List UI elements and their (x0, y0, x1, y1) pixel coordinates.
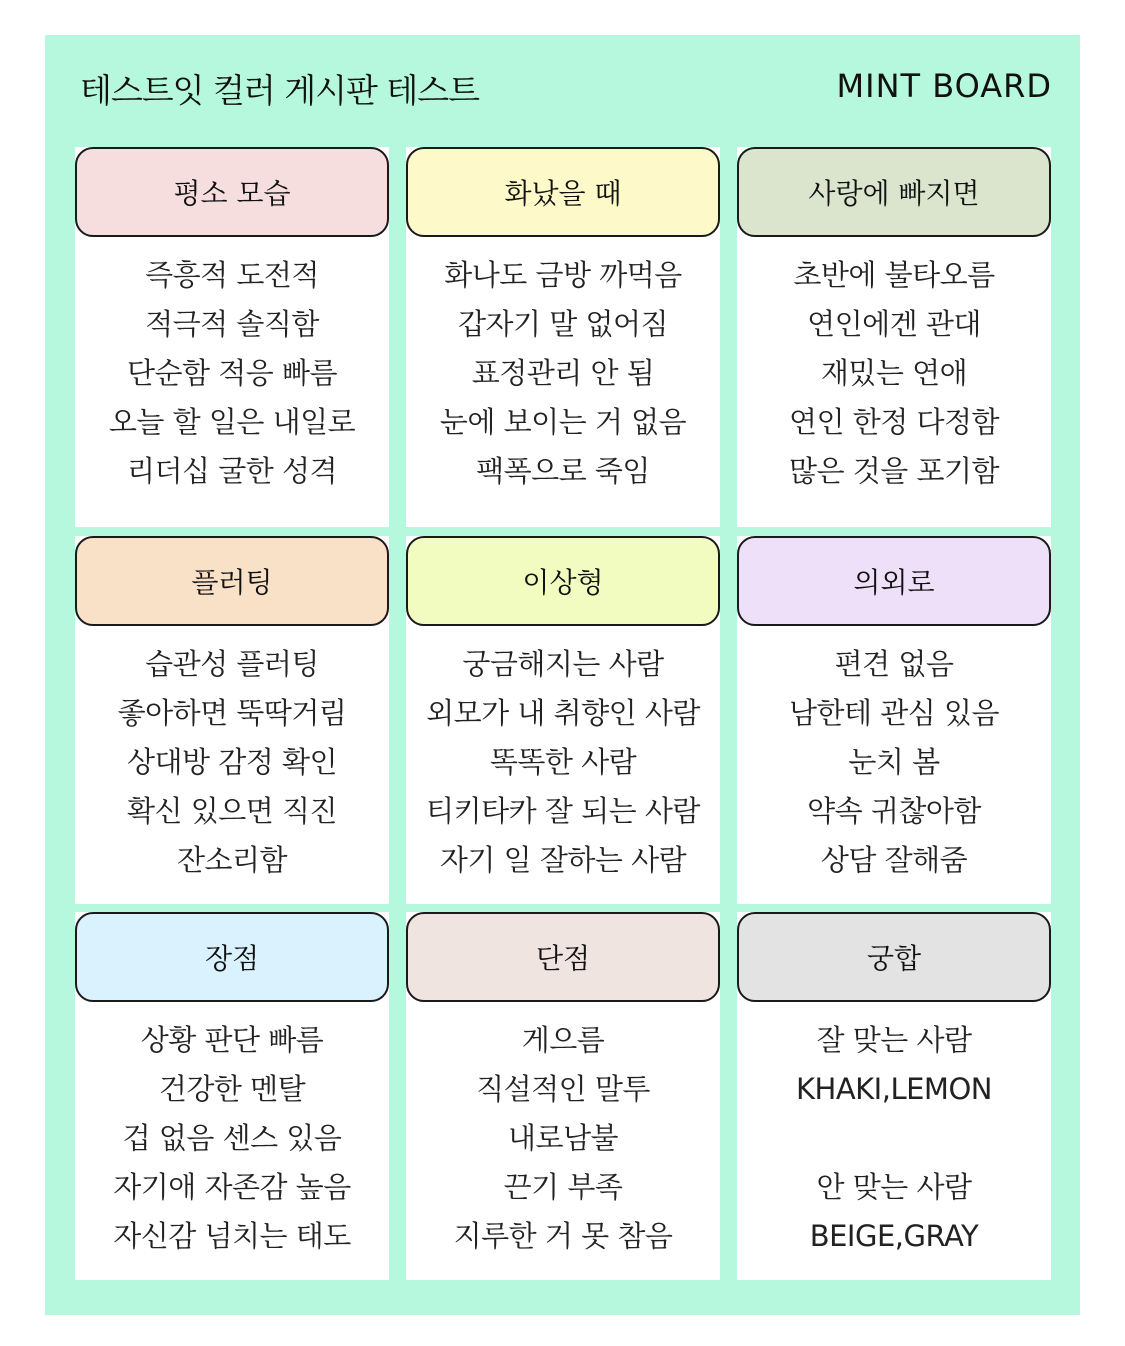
card-title-strengths: 장점 (75, 912, 389, 1002)
card-line: 팩폭으로 죽임 (476, 454, 650, 488)
card-line: 지루한 거 못 참음 (453, 1219, 673, 1253)
card-line: 초반에 불타오름 (793, 258, 995, 292)
card-ideal-type (406, 536, 720, 904)
card-line: 확신 있으면 직진 (126, 794, 338, 828)
card-line: 화나도 금방 까먹음 (444, 258, 682, 292)
card-body-compatibility (737, 1016, 1051, 1261)
card-title-normal: 평소 모습 (75, 147, 389, 237)
card-line: 겁 없음 센스 있음 (122, 1121, 342, 1155)
card-line: 게으름 (521, 1023, 605, 1057)
card-line: 좋아하면 뚝딱거림 (117, 696, 347, 730)
card-line (737, 1114, 1051, 1163)
card-body-surprisingly (737, 640, 1051, 885)
card-line: 편견 없음 (834, 647, 954, 681)
card-title-compatibility: 궁합 (737, 912, 1051, 1002)
card-line: 자기애 자존감 높음 (113, 1170, 351, 1204)
card-line: 끈기 부족 (503, 1170, 623, 1204)
card-title-in-love: 사랑에 빠지면 (737, 147, 1051, 237)
card-angry (406, 147, 720, 527)
card-surprisingly (737, 536, 1051, 904)
card-title-surprisingly: 의외로 (737, 536, 1051, 626)
card-line: 내로남불 (507, 1121, 619, 1155)
card-compatibility (737, 912, 1051, 1280)
card-line: 티키타카 잘 되는 사람 (426, 794, 700, 828)
card-line: BEIGE,GRAY (809, 1219, 979, 1253)
card-strengths (75, 912, 389, 1280)
card-line: 건강한 멘탈 (158, 1072, 306, 1106)
card-title-flirting: 플러팅 (75, 536, 389, 626)
card-line: 표정관리 안 됨 (471, 356, 655, 390)
card-title-angry: 화났을 때 (406, 147, 720, 237)
card-line: 약속 귀찮아함 (807, 794, 981, 828)
card-line: 눈치 봄 (848, 745, 940, 779)
card-body-in-love (737, 251, 1051, 496)
card-in-love (737, 147, 1051, 527)
card-line: 외모가 내 취향인 사람 (426, 696, 700, 730)
card-line: KHAKI,LEMON (796, 1072, 992, 1106)
card-body-strengths (75, 1016, 389, 1261)
card-body-flirting (75, 640, 389, 885)
card-line: 남한테 관심 있음 (788, 696, 1000, 730)
card-line: 안 맞는 사람 (816, 1170, 972, 1204)
card-line: 상담 잘해줌 (820, 843, 968, 877)
card-title-ideal-type: 이상형 (406, 536, 720, 626)
card-line: 연인 한정 다정함 (788, 405, 1000, 439)
card-body-ideal-type (406, 640, 720, 885)
card-line: 오늘 할 일은 내일로 (108, 405, 356, 439)
card-line: 많은 것을 포기함 (788, 454, 1000, 488)
card-line: 리더십 굴한 성격 (126, 454, 338, 488)
card-line: 잘 맞는 사람 (816, 1023, 972, 1057)
card-line: 습관성 플러팅 (145, 647, 319, 681)
card-line: 적극적 솔직함 (145, 307, 319, 341)
card-line: 갑자기 말 없어짐 (457, 307, 669, 341)
board-brand: MINT BOARD (836, 67, 1052, 105)
card-line: 즉흥적 도전적 (145, 258, 319, 292)
card-line: 상대방 감정 확인 (126, 745, 338, 779)
card-title-weaknesses: 단점 (406, 912, 720, 1002)
card-line: 연인에겐 관대 (807, 307, 981, 341)
board-title: 테스트잇 컬러 게시판 테스트 (80, 71, 480, 110)
card-line: 눈에 보이는 거 없음 (439, 405, 687, 439)
card-weaknesses (406, 912, 720, 1280)
card-normal (75, 147, 389, 527)
card-line: 직설적인 말투 (476, 1072, 650, 1106)
card-line: 궁금해지는 사람 (462, 647, 664, 681)
card-line: 상황 판단 빠름 (140, 1023, 324, 1057)
card-body-weaknesses (406, 1016, 720, 1261)
card-line: 잔소리함 (176, 843, 288, 877)
card-line: 단순함 적응 빠름 (126, 356, 338, 390)
card-body-normal (75, 251, 389, 496)
card-body-angry (406, 251, 720, 496)
card-line: 똑똑한 사람 (489, 745, 637, 779)
card-line: 자기 일 잘하는 사람 (439, 843, 687, 877)
card-line: 재밌는 연애 (820, 356, 968, 390)
card-line: 자신감 넘치는 태도 (113, 1219, 351, 1253)
card-flirting (75, 536, 389, 904)
mint-board (45, 35, 1080, 1315)
